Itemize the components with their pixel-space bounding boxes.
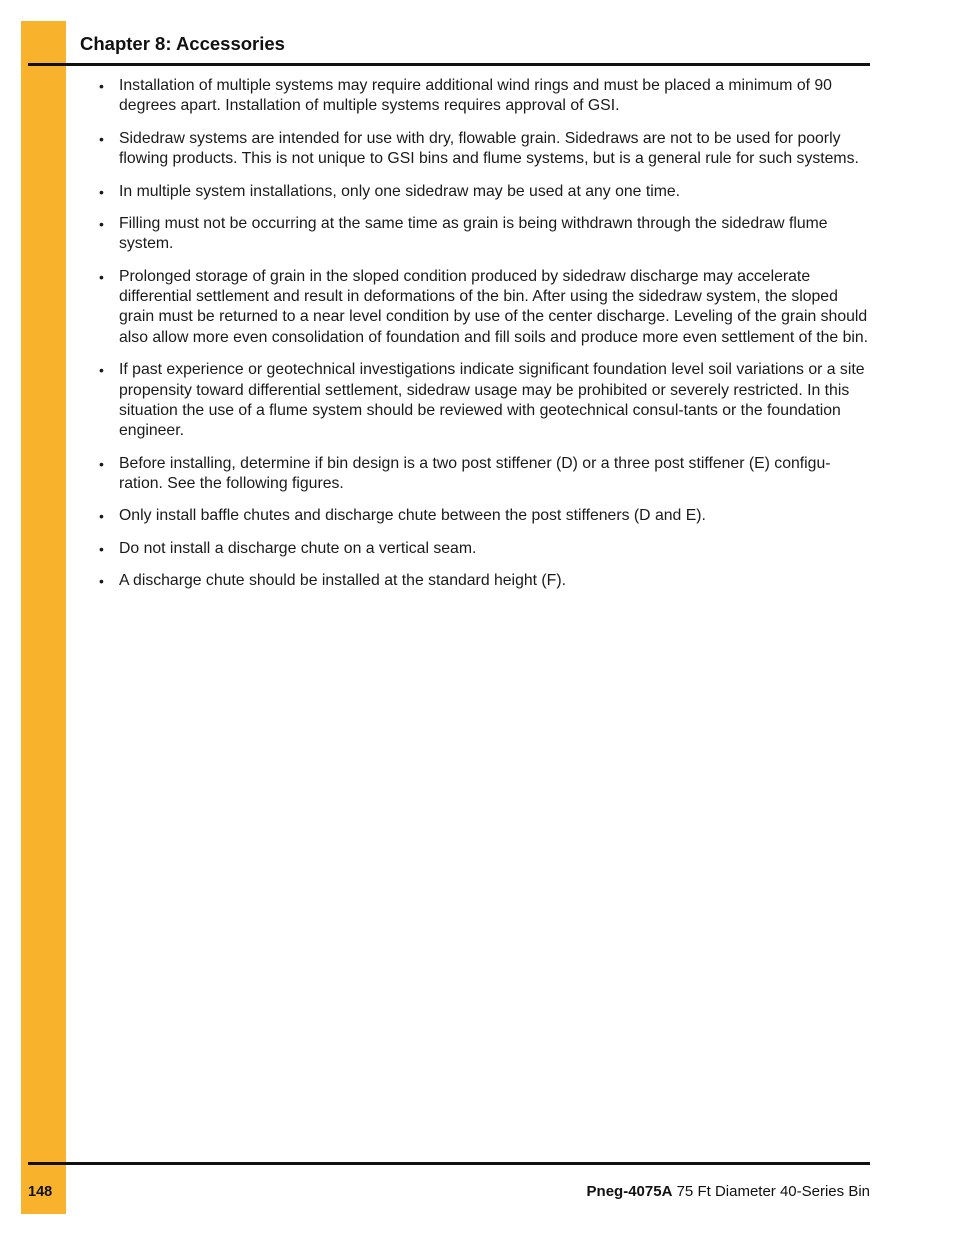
bullet-marker: •	[99, 362, 104, 379]
bullet-marker: •	[99, 540, 104, 557]
bullet-text: Do not install a discharge chute on a vertical seam.	[119, 539, 477, 557]
bullet-item	[99, 182, 871, 202]
bullet-marker: •	[99, 268, 104, 285]
bullet-text: In multiple system installations, only one sidedraw may be used at any one time.	[119, 182, 681, 200]
bullet-marker: •	[99, 508, 104, 525]
bullet-text: Sidedraw systems are intended for use with dry, flowable grain. Sidedraws are not to be used for poorly flowing products. This is not unique to GSI bins and flume systems, but is a general rule for such systems.	[119, 129, 859, 168]
bullet-text: Before installing, determine if bin design is a two post stiffener (D) or a three post stiffener (E) configu-ration. See the following figures.	[119, 454, 831, 492]
bullet-marker: •	[99, 183, 104, 200]
bullet-item	[99, 267, 871, 348]
bullet-item	[99, 214, 871, 255]
header-rule	[28, 63, 870, 66]
bullet-item	[99, 506, 871, 526]
bullet-list	[99, 76, 871, 604]
bullet-marker: •	[99, 455, 104, 472]
bullet-marker: •	[99, 573, 104, 590]
bullet-item	[99, 454, 871, 495]
bullet-text: If past experience or geotechnical investigations indicate significant foundation level soil variations or a site propensity toward differential settlement, sidedraw usage may be prohibited or severely restricted. In this situation the use of a flume system should be reviewed with geotechnical consul-tants or the foundation engineer.	[119, 361, 865, 440]
side-color-bar	[21, 21, 66, 1214]
bullet-text: Installation of multiple systems may require additional wind rings and must be placed a minimum of 90 degrees apart. Installation of multiple systems requires approval of GSI.	[119, 77, 832, 115]
bullet-item	[99, 360, 871, 441]
bullet-text: Only install baffle chutes and discharge chute between the post stiffeners (D and E).	[119, 507, 706, 525]
bullet-item	[99, 76, 871, 117]
bullet-text: A discharge chute should be installed at the standard height (F).	[119, 572, 566, 590]
document-name: 75 Ft Diameter 40-Series Bin	[672, 1183, 870, 1200]
page-number: 148	[28, 1184, 53, 1200]
bullet-item	[99, 571, 871, 591]
bullet-marker: •	[99, 78, 104, 94]
bullet-item	[99, 129, 871, 170]
bullet-text: Filling must not be occurring at the same time as grain is being withdrawn through the sidedraw flume system.	[119, 215, 828, 253]
bullet-item	[99, 539, 871, 559]
bullet-marker: •	[99, 216, 104, 233]
footer-document-title	[587, 1183, 870, 1200]
document-id: Pneg-4075A	[586, 1183, 673, 1200]
bullet-text: Prolonged storage of grain in the sloped condition produced by sidedraw discharge may accelerate differential settlement and result in deformations of the bin. After using the sidedraw system, the sloped grain must be returned to a near level condition by use of the center discharge. Leveling of the grain should also allow more even consolidation of foundation and fill soils and produce more even settlement of the bin.	[119, 267, 869, 346]
chapter-title: Chapter 8: Accessories	[80, 33, 285, 54]
bullet-marker: •	[99, 130, 104, 147]
footer-rule	[28, 1162, 870, 1165]
